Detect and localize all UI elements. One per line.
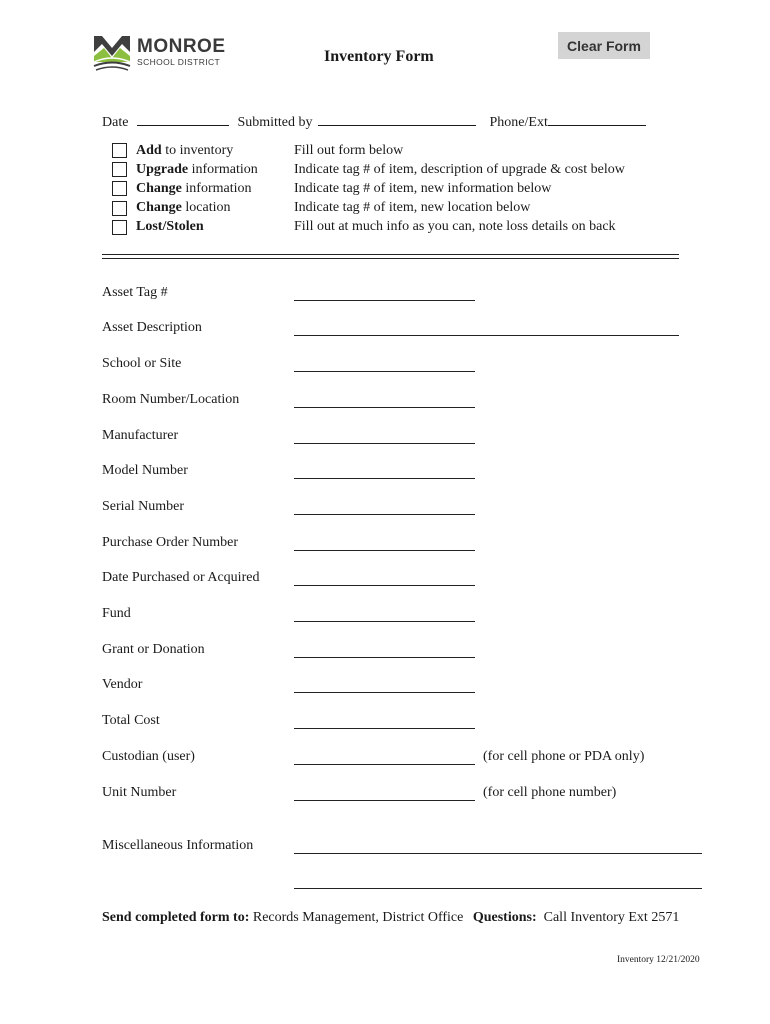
submitted-by-field[interactable] <box>318 112 476 126</box>
submitted-by-label: Submitted by <box>237 115 313 130</box>
misc-info-field-1[interactable] <box>294 853 702 854</box>
option-upgrade: Upgrade information <box>136 162 258 177</box>
date-field[interactable] <box>137 112 229 126</box>
school-site-field[interactable] <box>294 371 475 372</box>
lost-stolen-checkbox[interactable] <box>112 220 127 235</box>
logo-subtitle: SCHOOL DISTRICT <box>137 57 221 67</box>
instruction-change-location: Indicate tag # of item, new location below <box>294 200 531 215</box>
section-divider <box>102 254 679 259</box>
label-misc-info: Miscellaneous Information <box>102 838 254 853</box>
label-date-purchased: Date Purchased or Acquired <box>102 570 260 585</box>
phone-label: Phone/Ext <box>489 115 548 130</box>
option-lost-stolen: Lost/Stolen <box>136 219 204 234</box>
unit-number-note: (for cell phone number) <box>483 785 617 800</box>
label-serial-number: Serial Number <box>102 499 185 514</box>
instruction-upgrade: Indicate tag # of item, description of upgrade & cost below <box>294 162 625 177</box>
label-grant-donation: Grant or Donation <box>102 642 205 657</box>
misc-info-field-2[interactable] <box>294 888 702 889</box>
change-location-checkbox[interactable] <box>112 201 127 216</box>
asset-tag-field[interactable] <box>294 300 475 301</box>
option-change-location: Change location <box>136 200 231 215</box>
serial-number-field[interactable] <box>294 514 475 515</box>
label-school-site: School or Site <box>102 356 182 371</box>
instruction-lost-stolen: Fill out at much info as you can, note loss details on back <box>294 219 616 234</box>
label-manufacturer: Manufacturer <box>102 428 179 443</box>
room-location-field[interactable] <box>294 407 475 408</box>
model-number-field[interactable] <box>294 478 475 479</box>
total-cost-field[interactable] <box>294 728 475 729</box>
vendor-field[interactable] <box>294 692 475 693</box>
option-add: Add to inventory <box>136 143 234 158</box>
label-vendor: Vendor <box>102 677 143 692</box>
label-unit-number: Unit Number <box>102 785 177 800</box>
instruction-change-info: Indicate tag # of item, new information below <box>294 181 552 196</box>
po-number-field[interactable] <box>294 550 475 551</box>
label-total-cost: Total Cost <box>102 713 160 728</box>
send-to-line: Send completed form to: Records Management, District Office Questions: Call Inventory Ext 2571 <box>102 910 680 925</box>
manufacturer-field[interactable] <box>294 443 475 444</box>
clear-form-button[interactable]: Clear Form <box>558 32 650 59</box>
label-fund: Fund <box>102 606 131 621</box>
label-custodian: Custodian (user) <box>102 749 195 764</box>
page-title: Inventory Form <box>324 48 434 65</box>
version-label: Inventory 12/21/2020 <box>617 955 700 965</box>
asset-description-field[interactable] <box>294 335 679 336</box>
label-asset-description: Asset Description <box>102 320 202 335</box>
fund-field[interactable] <box>294 621 475 622</box>
label-po-number: Purchase Order Number <box>102 535 239 550</box>
label-model-number: Model Number <box>102 463 188 478</box>
date-label: Date <box>102 115 129 130</box>
custodian-note: (for cell phone or PDA only) <box>483 749 645 764</box>
custodian-field[interactable] <box>294 764 475 765</box>
upgrade-checkbox[interactable] <box>112 162 127 177</box>
label-asset-tag: Asset Tag # <box>102 285 168 300</box>
change-info-checkbox[interactable] <box>112 181 127 196</box>
instruction-add: Fill out form below <box>294 143 404 158</box>
label-room-location: Room Number/Location <box>102 392 240 407</box>
add-checkbox[interactable] <box>112 143 127 158</box>
logo-name: MONROE <box>137 36 226 57</box>
grant-donation-field[interactable] <box>294 657 475 658</box>
date-row <box>102 112 646 131</box>
phone-field[interactable] <box>548 112 646 126</box>
date-purchased-field[interactable] <box>294 585 475 586</box>
unit-number-field[interactable] <box>294 800 475 801</box>
option-change-info: Change information <box>136 181 252 196</box>
